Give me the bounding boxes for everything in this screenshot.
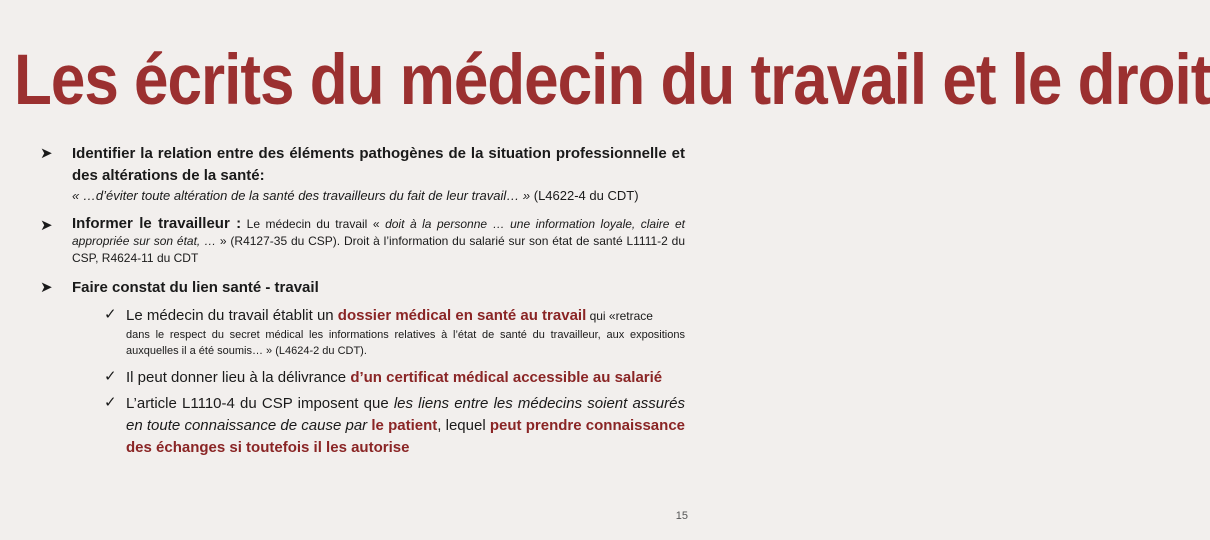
bullet-informer	[40, 215, 685, 267]
sub-bullet-certificat-pre: Il peut donner lieu à la délivrance	[126, 369, 351, 386]
bullet-constat-label: Faire constat du lien santé - travail	[72, 279, 319, 296]
sub-bullet-article	[102, 393, 685, 459]
checkmark-icon: ✓	[104, 394, 117, 411]
bullet-identifier-quote: « …d’éviter toute altération de la santé des travailleurs du fait de leur travail… »	[72, 188, 531, 203]
checkmark-icon: ✓	[104, 306, 117, 323]
bullet-constat-sublist	[102, 305, 685, 459]
bullet-identifier-ref: (L4622-4 du CDT)	[530, 188, 639, 203]
sub-bullet-certificat	[102, 367, 685, 389]
slide-content	[40, 143, 685, 459]
bullet-informer-text-b: » (R4127-35 du CSP). Droit à l’information du salarié sur son état de santé L1111-2 du CSP, R4624-11 du CDT	[72, 234, 685, 265]
bullet-informer-label: Informer le travailleur :	[72, 215, 242, 232]
bullet-identifier-text: Identifier la relation entre des éléments pathogènes de la situation professionnelle et des altérations de la santé:	[72, 145, 685, 184]
arrow-bullet-icon: ➤	[40, 279, 53, 296]
checkmark-icon: ✓	[104, 368, 117, 385]
sub-bullet-dossier-post: qui «retrace	[586, 309, 653, 323]
bullet-constat	[40, 277, 685, 459]
bullet-informer-italic: doit à la personne … une information loyale, claire et appropriée sur son état, …	[72, 217, 685, 248]
sub-bullet-dossier-pre: Le médecin du travail établit un	[126, 307, 338, 324]
sub-bullet-dossier-detail: dans le respect du secret médical les informations relatives à l’état de santé du travailleur, aux expositions auxquelles il a été soumis… » (L4624-2 du CDT).	[126, 329, 685, 357]
page-number: 15	[675, 510, 688, 522]
sub-bullet-article-mid: , lequel	[437, 417, 490, 434]
sub-bullet-certificat-highlight: d’un certificat médical accessible au salarié	[350, 369, 663, 386]
sub-bullet-dossier-highlight: dossier médical en santé au travail	[337, 307, 587, 324]
arrow-bullet-icon: ➤	[40, 217, 53, 234]
sub-bullet-article-italic: les liens entre les médecins soient assurés en toute connaissance de cause par	[126, 395, 685, 434]
slide-title: Les écrits du médecin du travail et le droit	[14, 40, 1210, 121]
sub-bullet-article-highlight1: le patient	[371, 417, 438, 434]
bullet-informer-text-a: Le médecin du travail «	[241, 217, 386, 231]
sub-bullet-article-highlight2: peut prendre connaissance des échanges si toutefois il les autorise	[126, 417, 685, 456]
sub-bullet-article-pre: L’article L1110-4 du CSP imposent que	[126, 395, 394, 412]
bullet-identifier	[40, 143, 685, 205]
arrow-bullet-icon: ➤	[40, 145, 53, 162]
sub-bullet-dossier	[102, 305, 685, 359]
